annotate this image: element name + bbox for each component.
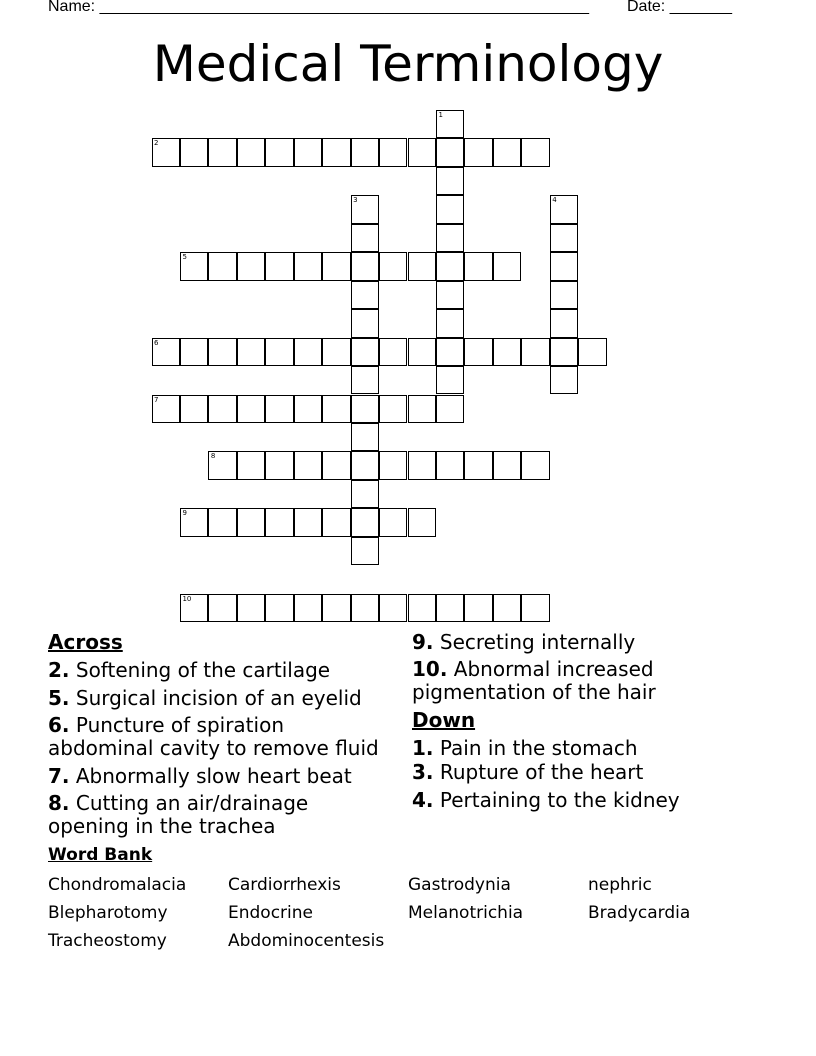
grid-cell[interactable] <box>294 252 322 280</box>
grid-cell[interactable] <box>265 395 293 423</box>
grid-cell[interactable] <box>208 508 236 536</box>
grid-cell[interactable] <box>351 508 379 536</box>
grid-cell[interactable] <box>294 508 322 536</box>
grid-cell[interactable] <box>436 338 464 366</box>
grid-cell[interactable] <box>351 252 379 280</box>
grid-cell[interactable] <box>294 594 322 622</box>
grid-cell[interactable] <box>237 451 265 479</box>
grid-cell[interactable] <box>550 338 578 366</box>
grid-cell[interactable] <box>379 451 407 479</box>
grid-cell[interactable] <box>351 537 379 565</box>
grid-cell[interactable] <box>436 252 464 280</box>
grid-cell[interactable] <box>464 451 492 479</box>
grid-cell[interactable] <box>379 395 407 423</box>
grid-cell[interactable] <box>521 451 549 479</box>
grid-cell[interactable] <box>180 252 208 280</box>
down-clue-1: 1. Pain in the stomach <box>412 736 638 760</box>
grid-cell[interactable] <box>351 423 379 451</box>
word-bank-item: Chondromalacia <box>48 875 187 895</box>
clue-number: 7 <box>154 395 159 404</box>
date-field-label: Date: _______ <box>627 0 732 15</box>
word-bank-item: Endocrine <box>228 903 313 923</box>
grid-cell[interactable] <box>322 594 350 622</box>
grid-cell[interactable] <box>322 338 350 366</box>
grid-cell[interactable] <box>351 594 379 622</box>
clue-number: 3 <box>353 196 358 205</box>
grid-cell[interactable] <box>351 338 379 366</box>
grid-cell[interactable] <box>351 480 379 508</box>
grid-cell[interactable] <box>521 338 549 366</box>
across-clue-2: 2. Softening of the cartilage <box>48 658 331 682</box>
grid-cell[interactable] <box>379 594 407 622</box>
grid-cell[interactable] <box>436 167 464 195</box>
grid-cell[interactable] <box>464 138 492 166</box>
grid-cell[interactable] <box>180 508 208 536</box>
word-bank-item: Bradycardia <box>588 903 691 923</box>
clue-number: 4 <box>552 196 557 205</box>
grid-cell[interactable] <box>550 195 578 223</box>
grid-cell[interactable] <box>265 508 293 536</box>
grid-cell[interactable] <box>351 395 379 423</box>
grid-cell[interactable] <box>265 338 293 366</box>
grid-cell[interactable] <box>550 366 578 394</box>
grid-cell[interactable] <box>265 451 293 479</box>
word-bank-item: Tracheostomy <box>48 931 167 951</box>
grid-cell[interactable] <box>436 224 464 252</box>
grid-cell[interactable] <box>180 395 208 423</box>
grid-cell[interactable] <box>152 138 180 166</box>
down-heading: Down <box>412 708 476 732</box>
word-bank-item: Blepharotomy <box>48 903 168 923</box>
grid-cell[interactable] <box>493 138 521 166</box>
grid-cell[interactable] <box>521 594 549 622</box>
grid-cell[interactable] <box>408 252 436 280</box>
word-bank-item: Gastrodynia <box>408 875 511 895</box>
grid-cell[interactable] <box>351 281 379 309</box>
across-clue-5: 5. Surgical incision of an eyelid <box>48 686 362 710</box>
across-clue-8: 8. Cutting an air/drainage opening in the trachea <box>48 791 309 838</box>
grid-cell[interactable] <box>379 508 407 536</box>
grid-cell[interactable] <box>464 594 492 622</box>
grid-cell[interactable] <box>379 338 407 366</box>
clue-number: 10 <box>182 594 192 603</box>
clue-number: 5 <box>182 253 187 262</box>
grid-cell[interactable] <box>379 252 407 280</box>
grid-cell[interactable] <box>294 395 322 423</box>
grid-cell[interactable] <box>237 338 265 366</box>
word-bank-item: Cardiorrhexis <box>228 875 341 895</box>
grid-cell[interactable] <box>379 138 407 166</box>
grid-cell[interactable] <box>180 138 208 166</box>
across-clue-7: 7. Abnormally slow heart beat <box>48 764 352 788</box>
across-clue-6: 6. Puncture of spiration abdominal cavity to remove fluid <box>48 713 379 760</box>
grid-cell[interactable] <box>493 338 521 366</box>
clue-number: 9 <box>182 509 187 518</box>
grid-cell[interactable] <box>436 395 464 423</box>
grid-cell[interactable] <box>237 138 265 166</box>
grid-cell[interactable] <box>493 252 521 280</box>
grid-cell[interactable] <box>408 594 436 622</box>
grid-cell[interactable] <box>237 252 265 280</box>
across-clue-9: 9. Secreting internally <box>412 630 636 654</box>
grid-cell[interactable] <box>322 395 350 423</box>
grid-cell[interactable] <box>208 594 236 622</box>
grid-cell[interactable] <box>294 451 322 479</box>
grid-cell[interactable] <box>294 338 322 366</box>
grid-cell[interactable] <box>436 309 464 337</box>
word-bank-item: nephric <box>588 875 652 895</box>
grid-cell[interactable] <box>265 594 293 622</box>
grid-cell[interactable] <box>322 252 350 280</box>
grid-cell[interactable] <box>351 195 379 223</box>
grid-cell[interactable] <box>436 366 464 394</box>
grid-cell[interactable] <box>408 138 436 166</box>
grid-cell[interactable] <box>180 338 208 366</box>
grid-cell[interactable] <box>464 252 492 280</box>
word-bank-item: Abdominocentesis <box>228 931 385 951</box>
grid-cell[interactable] <box>208 395 236 423</box>
grid-cell[interactable] <box>436 281 464 309</box>
grid-cell[interactable] <box>351 451 379 479</box>
grid-cell[interactable] <box>550 224 578 252</box>
grid-cell[interactable] <box>578 338 606 366</box>
word-bank-item: Melanotrichia <box>408 903 524 923</box>
clue-number: 1 <box>438 111 443 119</box>
grid-cell[interactable] <box>208 451 236 479</box>
grid-cell[interactable] <box>322 451 350 479</box>
grid-cell[interactable] <box>550 252 578 280</box>
grid-cell[interactable] <box>322 138 350 166</box>
across-heading: Across <box>48 630 123 654</box>
grid-cell[interactable] <box>180 594 208 622</box>
grid-cell[interactable] <box>351 366 379 394</box>
across-clue-10: 10. Abnormal increased pigmentation of the hair <box>412 657 656 704</box>
grid-cell[interactable] <box>493 594 521 622</box>
grid-cell[interactable] <box>351 309 379 337</box>
grid-cell[interactable] <box>521 138 549 166</box>
grid-cell[interactable] <box>436 451 464 479</box>
grid-cell[interactable] <box>237 508 265 536</box>
grid-cell[interactable] <box>294 138 322 166</box>
grid-cell[interactable] <box>408 451 436 479</box>
down-clue-3: 3. Rupture of the heart <box>412 760 644 784</box>
page-title: Medical Terminology <box>152 35 664 93</box>
clue-number: 2 <box>154 139 159 148</box>
grid-cell[interactable] <box>237 594 265 622</box>
grid-cell[interactable] <box>493 451 521 479</box>
down-clue-4: 4. Pertaining to the kidney <box>412 788 680 812</box>
grid-cell[interactable] <box>464 338 492 366</box>
grid-cell[interactable] <box>265 138 293 166</box>
grid-cell[interactable] <box>550 309 578 337</box>
grid-cell[interactable] <box>436 138 464 166</box>
grid-cell[interactable] <box>152 395 180 423</box>
grid-cell[interactable] <box>237 395 265 423</box>
grid-cell[interactable] <box>322 508 350 536</box>
clue-number: 8 <box>210 452 216 461</box>
grid-cell[interactable] <box>550 281 578 309</box>
grid-cell[interactable] <box>436 594 464 622</box>
grid-cell[interactable] <box>208 138 236 166</box>
grid-cell[interactable] <box>351 138 379 166</box>
word-bank-title: Word Bank <box>48 845 153 865</box>
grid-cell[interactable] <box>408 338 436 366</box>
grid-cell[interactable] <box>351 224 379 252</box>
grid-cell[interactable] <box>152 338 180 366</box>
grid-cell[interactable] <box>436 195 464 223</box>
grid-cell[interactable] <box>265 252 293 280</box>
grid-cell[interactable] <box>208 252 236 280</box>
grid-cell[interactable] <box>208 338 236 366</box>
name-field-label: Name: _______________________________________________________ <box>48 0 589 15</box>
grid-cell[interactable] <box>408 508 436 536</box>
grid-cell[interactable] <box>408 395 436 423</box>
grid-cell[interactable] <box>436 110 464 138</box>
clue-number: 6 <box>154 338 159 347</box>
